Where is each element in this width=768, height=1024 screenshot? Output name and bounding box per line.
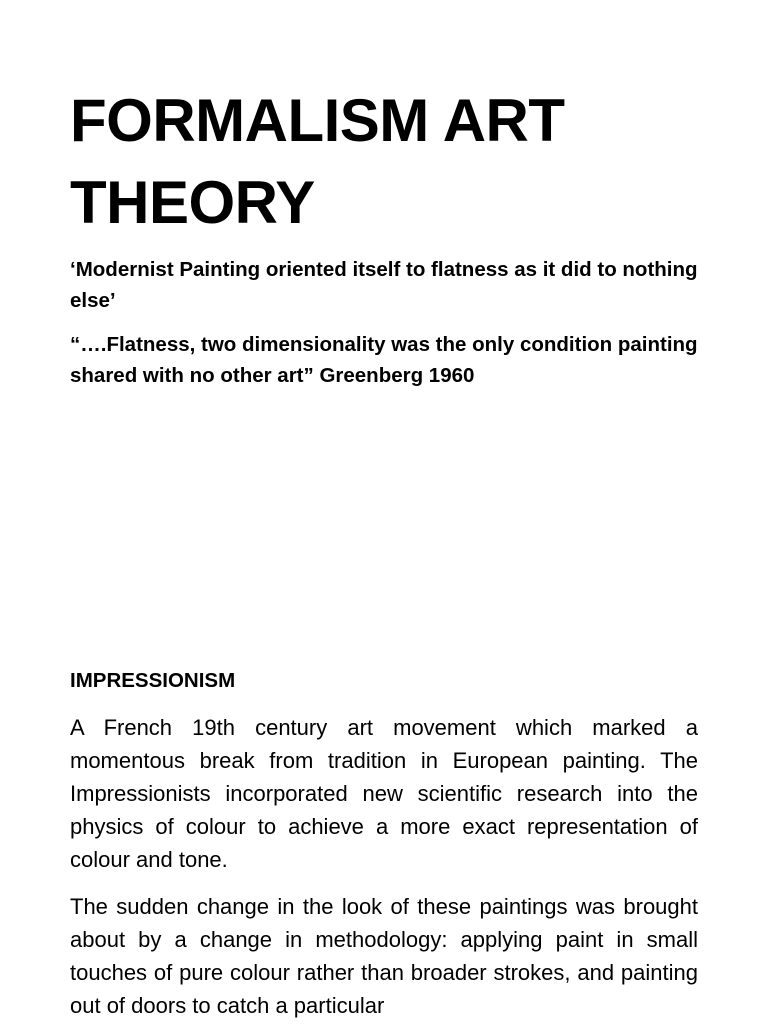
section-heading-impressionism: IMPRESSIONISM <box>70 669 236 692</box>
title-line-2: THEORY <box>70 169 315 236</box>
quote-modernist-painting: ‘Modernist Painting oriented itself to flatness as it did to nothing else’ <box>70 258 698 312</box>
paragraph-methodology: The sudden change in the look of these paintings was brought about by a change in methodology: applying paint in small touches of pure colour rather than broader strokes, and painting out of doors to catch a particular <box>70 894 698 1018</box>
title-line-1: FORMALISM ART <box>70 87 565 154</box>
page-title <box>70 80 710 244</box>
quote-greenberg: “….Flatness, two dimensionality was the only condition painting shared with no other art” Greenberg 1960 <box>70 333 698 387</box>
paragraph-impressionism-intro: A French 19th century art movement which marked a momentous break from tradition in European painting. The Impressionists incorporated new scientific research into the physics of colour to achieve a more exact representation of colour and tone. <box>70 715 698 872</box>
